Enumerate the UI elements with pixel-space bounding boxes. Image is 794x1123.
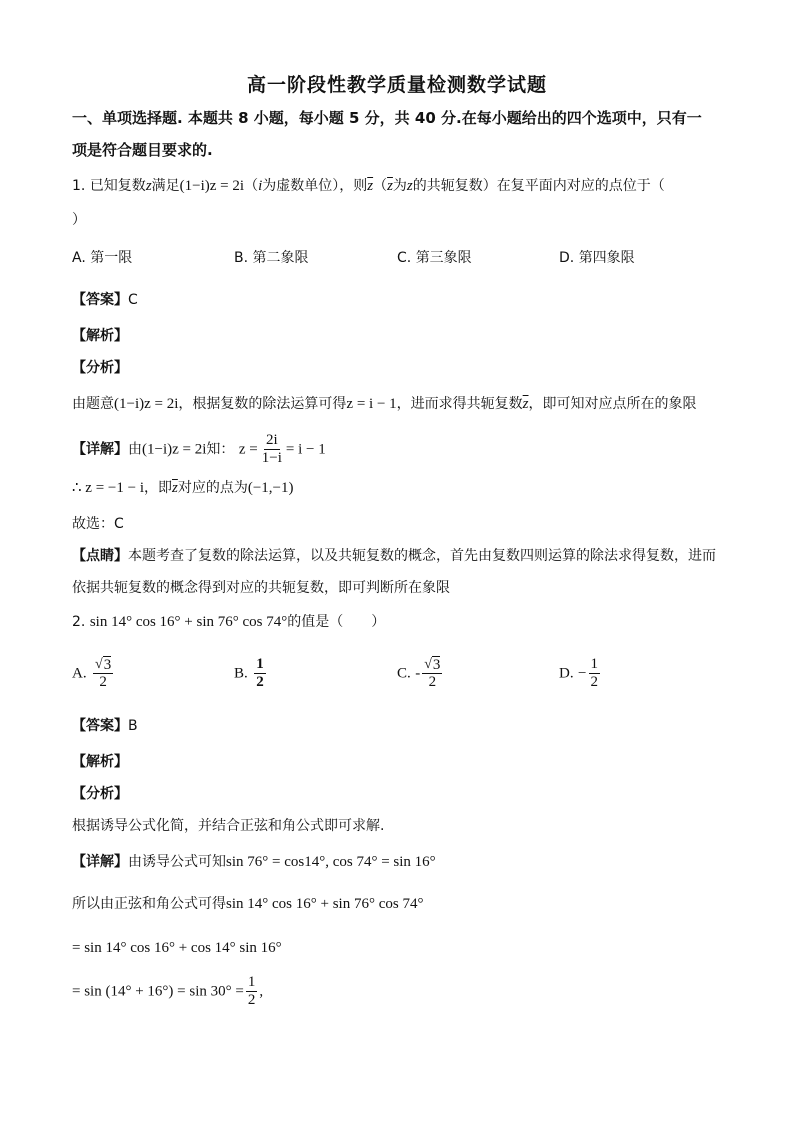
q2-analysis-tag: 【解析】 [72, 754, 128, 770]
q1-stem-line-1 [72, 176, 665, 196]
q1-answer [72, 290, 138, 310]
sqrt-icon: √ [424, 657, 432, 672]
q1-var-z-2: z [406, 178, 413, 194]
sqrt-icon: √ [95, 657, 103, 672]
q1-number: 1. [72, 178, 86, 194]
q1-fenxi-eq: (1−i)z = 2i [114, 396, 179, 412]
q1-text-a: 已知复数 [89, 178, 146, 194]
q2-answer [72, 716, 138, 736]
q2-option-d-sign: − [578, 665, 587, 682]
q1-fenxi-a: 由题意 [72, 396, 114, 412]
q2-option-d-label: D. [559, 665, 574, 682]
q1-answer-value: C [128, 292, 138, 308]
q1-option-c-label: C. [397, 250, 412, 266]
q1-detail-tag: 【详解】 [72, 441, 128, 458]
q1-zbar: $\overline{z}$ [367, 178, 374, 194]
q1-option-d-text: 第四象限 [578, 250, 635, 266]
q1-comment-1: 本题考查了复数的除法运算，以及共轭复数的概念，首先由复数四则运算的除法求得复数，进而 [128, 548, 716, 564]
q2-expression: sin 14° cos 16° + sin 76° cos 74° [89, 614, 288, 630]
q2-step-3-num: 1 [247, 974, 256, 990]
q2-option-c-fraction [422, 656, 442, 691]
q2-option-c-den: 2 [428, 674, 437, 690]
q1-option-b-text: 第二象限 [252, 250, 309, 266]
q2-option-d-fraction [589, 656, 601, 691]
q2-detail [72, 852, 436, 872]
q1-zbar-2: $\overline{z}$ [387, 178, 393, 194]
q2-option-d-num: 1 [590, 656, 599, 672]
q1-fenxi-eq2: z = i − 1 [346, 396, 397, 412]
q1-detail [72, 432, 326, 467]
q1-therefore-zbar: $\overline{z}$ [172, 480, 178, 496]
q2-option-a-num [93, 656, 113, 674]
q1-detail-num: 2i [265, 432, 278, 448]
q1-comment-line-2: 依据共轭复数的概念得到对应的共轭复数，即可判断所在象限 [72, 580, 450, 596]
q1-fenxi [72, 394, 697, 414]
q1-detail-den: 1−i [261, 450, 282, 466]
q2-number: 2. [72, 614, 86, 630]
q1-detail-fraction [260, 432, 284, 467]
q2-option-c [397, 656, 444, 691]
q2-step-1-eq: sin 14° cos 16° + sin 76° cos 74° [226, 896, 424, 912]
q2-step-1 [72, 894, 423, 914]
q1-text-f: 为 [392, 178, 407, 194]
q2-step-3-eq: = sin (14° + 16°) = sin 30° = [72, 983, 244, 1000]
q1-fenxi-zbar: $\overline{z}$ [522, 396, 529, 412]
section-heading-line-2: 项是符合题目要求的. [72, 141, 213, 159]
q2-option-a [72, 656, 115, 691]
q2-option-a-fraction [93, 656, 113, 691]
q1-detail-eq: (1−i)z = 2i [142, 441, 207, 458]
q2-option-c-label: C. [397, 665, 411, 682]
q2-option-b-fraction [254, 656, 266, 691]
q1-equation: (1−i)z = 2i [179, 178, 245, 194]
q1-text-g: 的共轭复数）在复平面内对应的点位于（ [412, 178, 665, 194]
q1-therefore-b: ，即 [144, 480, 172, 496]
q1-choose: 故选：C [72, 516, 124, 532]
q2-text: 的值是（ ） [287, 614, 386, 630]
q2-detail-eq: sin 76° = cos14°, cos 74° = sin 16° [226, 854, 436, 870]
page-title: 高一阶段性教学质量检测数学试题 [246, 74, 547, 96]
q1-analysis-tag: 【解析】 [72, 328, 128, 344]
q2-step-3-comma: , [259, 983, 264, 1000]
q1-option-d-label: D. [559, 250, 575, 266]
q2-step-3 [72, 974, 263, 1009]
q1-therefore-c: 对应的点为 [177, 480, 248, 496]
q2-step-1-text: 所以由正弦和角公式可得 [72, 896, 226, 912]
q2-step-3-den: 2 [247, 992, 256, 1008]
q1-stem-line-2: ） [72, 212, 86, 228]
q1-option-c [397, 248, 472, 268]
q2-fenxi: 根据诱导公式化简，并结合正弦和角公式即可求解. [72, 818, 385, 834]
q1-var-i: i [258, 178, 263, 194]
q2-step-3-fraction [246, 974, 258, 1009]
q1-therefore [72, 478, 294, 498]
q1-option-d [559, 248, 635, 268]
q1-option-a-text: 第一限 [90, 250, 133, 266]
q2-answer-value: B [128, 718, 138, 734]
q2-option-c-radicand: 3 [432, 657, 441, 673]
q1-fenxi-tag: 【分析】 [72, 360, 128, 376]
section-heading-line-1: 一、单项选择题. 本题共 8 小题，每小题 5 分，共 40 分.在每小题给出的四个选项中，只有一 [72, 109, 702, 127]
q1-option-a-label: A. [72, 250, 86, 266]
q1-text-d: 为虚数单位），则 [262, 178, 368, 194]
q1-comment-line-1 [72, 546, 716, 566]
q1-option-b [234, 248, 309, 268]
q2-option-b-den: 2 [256, 674, 264, 690]
q1-option-c-text: 第三象限 [415, 250, 472, 266]
q2-detail-tag: 【详解】 [72, 854, 128, 870]
q1-text-e: （ [373, 178, 388, 194]
q1-var-z: z [145, 178, 152, 194]
q1-detail-b: 知： [206, 441, 235, 458]
q1-fenxi-b: ，根据复数的除法运算可得 [178, 396, 347, 412]
q2-option-d-den: 2 [590, 674, 599, 690]
q2-option-c-num [422, 656, 442, 674]
q2-step-2: = sin 14° cos 16° + cos 14° sin 16° [72, 940, 282, 956]
q2-option-b-num: 1 [256, 656, 264, 672]
q1-fenxi-d: ，即可知对应点所在的象限 [528, 396, 697, 412]
q1-detail-c: = i − 1 [285, 441, 326, 458]
q1-therefore-eq: ∴ z = −1 − i [72, 480, 144, 496]
q2-option-b [234, 656, 268, 691]
q1-detail-a: 由 [128, 441, 142, 458]
q1-text-b: 满足 [151, 178, 180, 194]
q2-option-d [559, 656, 602, 691]
q2-detail-a: 由诱导公式可知 [128, 854, 226, 870]
q1-comment-tag: 【点睛】 [72, 548, 128, 564]
q2-stem [72, 612, 385, 632]
q2-fenxi-tag: 【分析】 [72, 786, 128, 802]
q1-text-c: （ [244, 178, 259, 194]
q1-option-b-label: B. [234, 250, 249, 266]
q2-option-a-radicand: 3 [103, 657, 112, 673]
q1-option-a [72, 248, 132, 268]
q1-therefore-point: (−1,−1) [247, 480, 294, 496]
q2-answer-tag: 【答案】 [72, 718, 128, 734]
q2-option-b-label: B. [234, 665, 248, 682]
q1-detail-z: z = [238, 441, 258, 458]
q1-answer-tag: 【答案】 [72, 292, 128, 308]
q2-option-c-sign: - [415, 665, 421, 682]
q1-fenxi-c: ，进而求得共轭复数 [396, 396, 523, 412]
q2-option-a-label: A. [72, 665, 87, 682]
q2-option-a-den: 2 [99, 674, 107, 690]
